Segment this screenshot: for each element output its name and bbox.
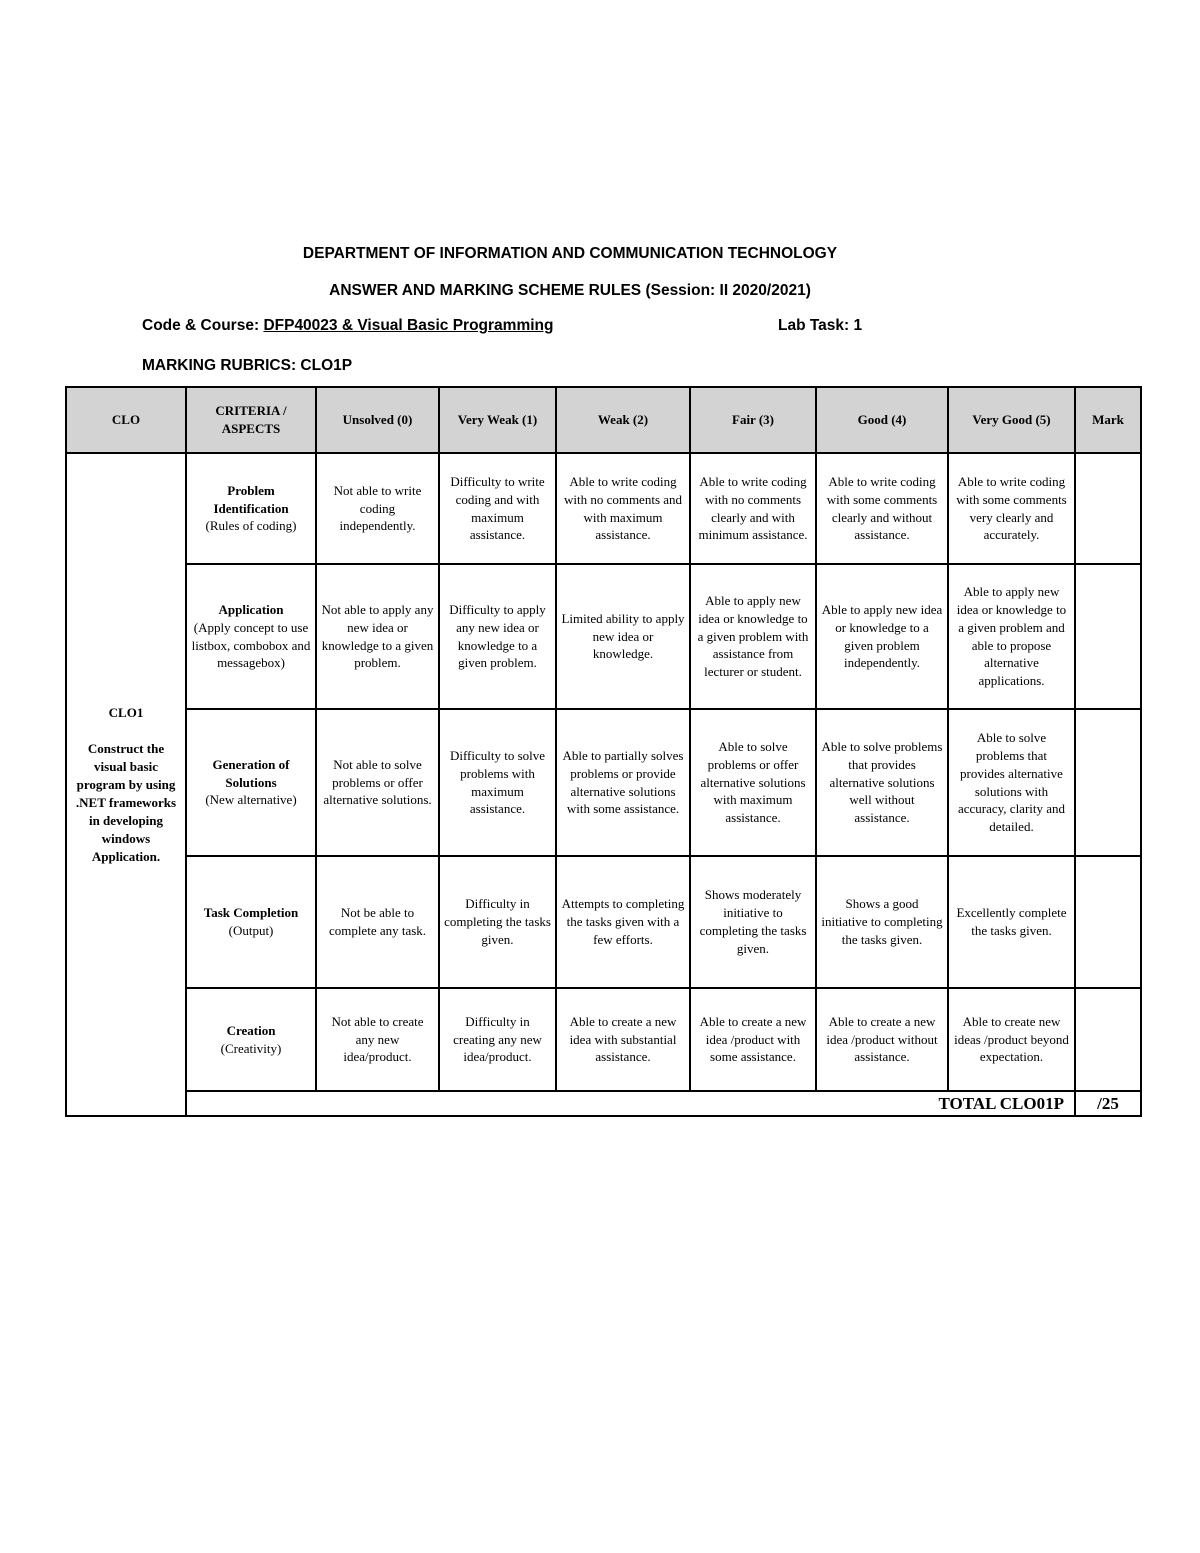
level-cell: Shows moderately initiative to completing the tasks given. [690, 856, 816, 988]
criteria-cell [186, 564, 316, 709]
level-cell: Excellently complete the tasks given. [948, 856, 1075, 988]
mark-cell[interactable] [1075, 453, 1141, 564]
criteria-title: Application [218, 601, 284, 617]
table-row [66, 564, 1141, 709]
level-cell: Able to partially solves problems or provide alternative solutions with some assistance. [556, 709, 690, 856]
table-row [66, 709, 1141, 856]
col-header-clo: CLO [66, 387, 186, 453]
clo-id: CLO1 [108, 704, 144, 720]
criteria-cell [186, 856, 316, 988]
level-cell: Difficulty in completing the tasks given. [439, 856, 556, 988]
level-cell: Difficulty to write coding and with maximum assistance. [439, 453, 556, 564]
col-header-very-weak: Very Weak (1) [439, 387, 556, 453]
scheme-title: ANSWER AND MARKING SCHEME RULES (Session: II 2020/2021) [329, 282, 811, 299]
level-cell: Able to write coding with no comments clearly and with minimum assistance. [690, 453, 816, 564]
level-cell: Limited ability to apply new idea or knowledge. [556, 564, 690, 709]
level-cell: Able to write coding with some comments clearly and without assistance. [816, 453, 948, 564]
level-cell: Able to solve problems that provides alternative solutions with accuracy, clarity and detailed. [948, 709, 1075, 856]
rubric-table [65, 386, 1142, 1117]
header-row [66, 387, 1141, 453]
level-cell: Difficulty to apply any new idea or knowledge to a given problem. [439, 564, 556, 709]
mark-cell[interactable] [1075, 988, 1141, 1091]
level-cell: Not able to create any new idea/product. [316, 988, 439, 1091]
level-cell: Able to solve problems or offer alternative solutions with maximum assistance. [690, 709, 816, 856]
criteria-sub: (New alternative) [205, 792, 297, 808]
total-row [66, 1091, 1141, 1116]
col-header-very-good: Very Good (5) [948, 387, 1075, 453]
mark-cell[interactable] [1075, 564, 1141, 709]
criteria-cell [186, 988, 316, 1091]
clo-cell [66, 453, 186, 1116]
department-title: DEPARTMENT OF INFORMATION AND COMMUNICATION TECHNOLOGY [302, 245, 838, 262]
course-line [142, 317, 553, 335]
col-header-weak: Weak (2) [556, 387, 690, 453]
level-cell: Able to create a new idea /product without assistance. [816, 988, 948, 1091]
level-cell: Difficulty to solve problems with maximum assistance. [439, 709, 556, 856]
level-cell: Able to write coding with some comments very clearly and accurately. [948, 453, 1075, 564]
level-cell: Able to create a new idea with substantial assistance. [556, 988, 690, 1091]
criteria-title: Task Completion [203, 905, 299, 921]
criteria-sub: (Creativity) [220, 1040, 282, 1056]
criteria-sub: (Output) [228, 923, 274, 938]
level-cell: Shows a good initiative to completing the tasks given. [816, 856, 948, 988]
col-header-good: Good (4) [816, 387, 948, 453]
level-cell: Not able to solve problems or offer alternative solutions. [316, 709, 439, 856]
level-cell: Not be able to complete any task. [316, 856, 439, 988]
criteria-cell [186, 709, 316, 856]
rubric-title: MARKING RUBRICS: CLO1P [142, 357, 353, 374]
level-cell: Able to apply new idea or knowledge to a given problem with assistance from lecturer or student. [690, 564, 816, 709]
clo-description: Construct the visual basic program by using .NET frameworks in developing windows Application. [75, 740, 177, 864]
level-cell: Able to apply new idea or knowledge to a given problem independently. [816, 564, 948, 709]
level-cell: Able to create a new idea /product with some assistance. [690, 988, 816, 1091]
table-row [66, 988, 1141, 1091]
criteria-cell [186, 453, 316, 564]
level-cell: Not able to apply any new idea or knowledge to a given problem. [316, 564, 439, 709]
col-header-criteria: CRITERIA / ASPECTS [186, 387, 316, 453]
table-row [66, 453, 1141, 564]
criteria-title: Generation of Solutions [212, 756, 290, 790]
course-label: Code & Course: [142, 317, 264, 334]
total-label: TOTAL CLO01P [186, 1091, 1075, 1116]
mark-cell[interactable] [1075, 709, 1141, 856]
table-row [66, 856, 1141, 988]
mark-cell[interactable] [1075, 856, 1141, 988]
level-cell: Able to solve problems that provides alternative solutions well without assistance. [816, 709, 948, 856]
level-cell: Able to create new ideas /product beyond expectation. [948, 988, 1075, 1091]
course-value: DFP40023 & Visual Basic Programming [263, 317, 554, 334]
criteria-sub: (Rules of coding) [205, 518, 297, 534]
criteria-title: Problem Identification [213, 482, 289, 516]
total-score[interactable]: /25 [1075, 1091, 1141, 1116]
col-header-unsolved: Unsolved (0) [316, 387, 439, 453]
level-cell: Able to apply new idea or knowledge to a given problem and able to propose alternative applications. [948, 564, 1075, 709]
col-header-mark: Mark [1075, 387, 1141, 453]
level-cell: Not able to write coding independently. [316, 453, 439, 564]
level-cell: Difficulty in creating any new idea/product. [439, 988, 556, 1091]
level-cell: Able to write coding with no comments and with maximum assistance. [556, 453, 690, 564]
criteria-title: Creation [226, 1022, 276, 1038]
col-header-fair: Fair (3) [690, 387, 816, 453]
lab-task: Lab Task: 1 [778, 317, 863, 334]
level-cell: Attempts to completing the tasks given with a few efforts. [556, 856, 690, 988]
criteria-sub: (Apply concept to use listbox, combobox and messagebox) [191, 619, 311, 671]
